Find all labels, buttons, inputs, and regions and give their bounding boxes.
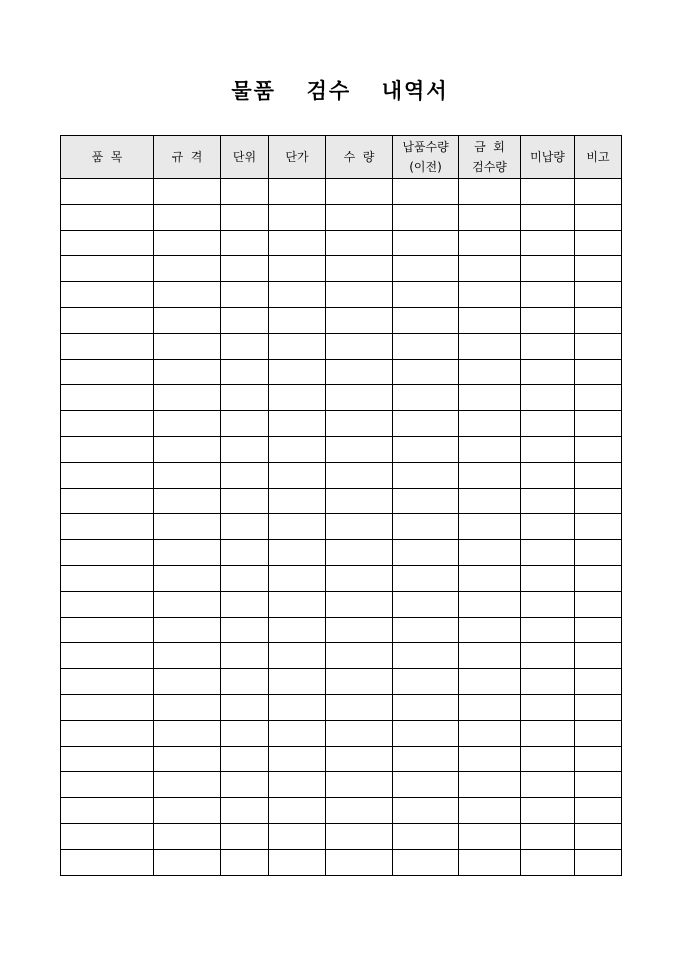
table-cell-unit[interactable] [221, 540, 269, 566]
table-cell-spec[interactable] [154, 179, 221, 205]
table-cell-remarks[interactable] [575, 256, 622, 282]
table-cell-unit-price[interactable] [269, 798, 326, 824]
table-cell-quantity[interactable] [326, 746, 393, 772]
table-cell-unit-price[interactable] [269, 411, 326, 437]
table-cell-unit[interactable] [221, 282, 269, 308]
table-cell-current-inspect-qty[interactable] [459, 204, 521, 230]
column-header-label: 품 목 [91, 150, 123, 164]
column-header-label: 규 격 [171, 150, 203, 164]
column-header-spec [154, 136, 221, 179]
table-cell-undelivered-qty[interactable] [521, 643, 575, 669]
table-cell-delivered-qty-prev[interactable] [393, 720, 459, 746]
table-cell-undelivered-qty[interactable] [521, 565, 575, 591]
table-cell-undelivered-qty[interactable] [521, 746, 575, 772]
table-cell-delivered-qty-prev[interactable] [393, 746, 459, 772]
table-cell-unit-price[interactable] [269, 333, 326, 359]
table-cell-item[interactable] [61, 514, 154, 540]
table-cell-spec[interactable] [154, 256, 221, 282]
table-row [61, 591, 622, 617]
column-header-delivered-qty-prev [393, 136, 459, 179]
column-header-label: 단가 [285, 150, 309, 164]
table-cell-remarks[interactable] [575, 436, 622, 462]
table-cell-item[interactable] [61, 772, 154, 798]
table-cell-spec[interactable] [154, 772, 221, 798]
table-cell-delivered-qty-prev[interactable] [393, 282, 459, 308]
column-header-label: 금 회 [474, 140, 505, 154]
table-cell-remarks[interactable] [575, 669, 622, 695]
table-cell-unit-price[interactable] [269, 282, 326, 308]
table-cell-current-inspect-qty[interactable] [459, 849, 521, 875]
table-cell-unit-price[interactable] [269, 204, 326, 230]
table-cell-unit[interactable] [221, 333, 269, 359]
table-cell-remarks[interactable] [575, 591, 622, 617]
table-cell-unit-price[interactable] [269, 591, 326, 617]
table-row [61, 823, 622, 849]
table-cell-current-inspect-qty[interactable] [459, 694, 521, 720]
column-header-label: (이전) [409, 160, 442, 174]
table-cell-undelivered-qty[interactable] [521, 823, 575, 849]
table-cell-spec[interactable] [154, 385, 221, 411]
table-cell-undelivered-qty[interactable] [521, 307, 575, 333]
table-cell-remarks[interactable] [575, 204, 622, 230]
table-cell-remarks[interactable] [575, 282, 622, 308]
table-row [61, 179, 622, 205]
table-cell-delivered-qty-prev[interactable] [393, 798, 459, 824]
table-cell-quantity[interactable] [326, 333, 393, 359]
column-header-label: 납품수량 [402, 140, 449, 154]
table-cell-unit[interactable] [221, 772, 269, 798]
table-cell-current-inspect-qty[interactable] [459, 488, 521, 514]
table-cell-undelivered-qty[interactable] [521, 591, 575, 617]
table-cell-current-inspect-qty[interactable] [459, 746, 521, 772]
table-header [61, 136, 622, 179]
table-cell-spec[interactable] [154, 411, 221, 437]
table-cell-item[interactable] [61, 436, 154, 462]
table-cell-item[interactable] [61, 359, 154, 385]
table-cell-delivered-qty-prev[interactable] [393, 617, 459, 643]
table-cell-current-inspect-qty[interactable] [459, 617, 521, 643]
table-cell-remarks[interactable] [575, 488, 622, 514]
table-cell-unit-price[interactable] [269, 514, 326, 540]
table-cell-undelivered-qty[interactable] [521, 462, 575, 488]
table-row [61, 307, 622, 333]
table-cell-current-inspect-qty[interactable] [459, 385, 521, 411]
table-row [61, 230, 622, 256]
table-row [61, 333, 622, 359]
table-cell-delivered-qty-prev[interactable] [393, 669, 459, 695]
table-body [61, 179, 622, 876]
table-cell-undelivered-qty[interactable] [521, 849, 575, 875]
table-cell-remarks[interactable] [575, 333, 622, 359]
table-cell-unit[interactable] [221, 256, 269, 282]
table-cell-item[interactable] [61, 204, 154, 230]
table-cell-spec[interactable] [154, 333, 221, 359]
table-cell-remarks[interactable] [575, 823, 622, 849]
column-header-label: 단위 [232, 150, 257, 164]
table-cell-item[interactable] [61, 720, 154, 746]
table-row [61, 798, 622, 824]
table-cell-delivered-qty-prev[interactable] [393, 230, 459, 256]
table-cell-quantity[interactable] [326, 179, 393, 205]
table-cell-spec[interactable] [154, 669, 221, 695]
table-cell-current-inspect-qty[interactable] [459, 669, 521, 695]
table-cell-delivered-qty-prev[interactable] [393, 256, 459, 282]
table-cell-current-inspect-qty[interactable] [459, 436, 521, 462]
table-cell-spec[interactable] [154, 436, 221, 462]
table-cell-unit-price[interactable] [269, 307, 326, 333]
table-cell-delivered-qty-prev[interactable] [393, 591, 459, 617]
table-cell-unit[interactable] [221, 230, 269, 256]
table-cell-unit[interactable] [221, 591, 269, 617]
table-cell-current-inspect-qty[interactable] [459, 307, 521, 333]
table-cell-item[interactable] [61, 669, 154, 695]
table-cell-item[interactable] [61, 488, 154, 514]
table-cell-unit[interactable] [221, 849, 269, 875]
table-cell-current-inspect-qty[interactable] [459, 720, 521, 746]
table-cell-remarks[interactable] [575, 359, 622, 385]
table-cell-unit[interactable] [221, 436, 269, 462]
table-cell-remarks[interactable] [575, 849, 622, 875]
table-cell-remarks[interactable] [575, 462, 622, 488]
table-cell-item[interactable] [61, 282, 154, 308]
table-cell-unit[interactable] [221, 411, 269, 437]
table-cell-item[interactable] [61, 385, 154, 411]
table-cell-undelivered-qty[interactable] [521, 230, 575, 256]
table-cell-quantity[interactable] [326, 540, 393, 566]
table-cell-quantity[interactable] [326, 436, 393, 462]
column-header-label: 수 량 [343, 150, 375, 164]
table-cell-unit-price[interactable] [269, 488, 326, 514]
table-cell-item[interactable] [61, 849, 154, 875]
table-cell-unit[interactable] [221, 179, 269, 205]
table-cell-undelivered-qty[interactable] [521, 282, 575, 308]
table-cell-unit[interactable] [221, 746, 269, 772]
table-cell-spec[interactable] [154, 230, 221, 256]
table-cell-spec[interactable] [154, 617, 221, 643]
table-cell-remarks[interactable] [575, 411, 622, 437]
table-cell-delivered-qty-prev[interactable] [393, 436, 459, 462]
table-cell-item[interactable] [61, 694, 154, 720]
table-cell-quantity[interactable] [326, 849, 393, 875]
table-cell-unit-price[interactable] [269, 256, 326, 282]
table-cell-current-inspect-qty[interactable] [459, 565, 521, 591]
table-row [61, 849, 622, 875]
table-cell-unit-price[interactable] [269, 746, 326, 772]
table-cell-item[interactable] [61, 540, 154, 566]
table-cell-spec[interactable] [154, 849, 221, 875]
table-cell-item[interactable] [61, 591, 154, 617]
table-cell-quantity[interactable] [326, 411, 393, 437]
table-cell-undelivered-qty[interactable] [521, 436, 575, 462]
table-cell-undelivered-qty[interactable] [521, 720, 575, 746]
table-cell-delivered-qty-prev[interactable] [393, 359, 459, 385]
table-cell-unit-price[interactable] [269, 385, 326, 411]
table-cell-quantity[interactable] [326, 669, 393, 695]
table-cell-spec[interactable] [154, 694, 221, 720]
table-cell-spec[interactable] [154, 746, 221, 772]
table-cell-undelivered-qty[interactable] [521, 359, 575, 385]
table-row [61, 565, 622, 591]
table-cell-quantity[interactable] [326, 694, 393, 720]
table-cell-current-inspect-qty[interactable] [459, 359, 521, 385]
table-cell-item[interactable] [61, 823, 154, 849]
table-cell-delivered-qty-prev[interactable] [393, 514, 459, 540]
table-cell-remarks[interactable] [575, 179, 622, 205]
table-cell-undelivered-qty[interactable] [521, 540, 575, 566]
column-header-remarks [575, 136, 622, 179]
table-row [61, 746, 622, 772]
table-cell-unit-price[interactable] [269, 565, 326, 591]
table-cell-item[interactable] [61, 617, 154, 643]
table-cell-current-inspect-qty[interactable] [459, 772, 521, 798]
table-cell-current-inspect-qty[interactable] [459, 514, 521, 540]
table-cell-item[interactable] [61, 256, 154, 282]
table-cell-quantity[interactable] [326, 204, 393, 230]
table-row [61, 204, 622, 230]
table-cell-current-inspect-qty[interactable] [459, 282, 521, 308]
table-row [61, 411, 622, 437]
table-cell-unit[interactable] [221, 204, 269, 230]
table-cell-spec[interactable] [154, 488, 221, 514]
table-cell-delivered-qty-prev[interactable] [393, 849, 459, 875]
table-cell-remarks[interactable] [575, 565, 622, 591]
table-row [61, 359, 622, 385]
table-cell-quantity[interactable] [326, 565, 393, 591]
table-cell-delivered-qty-prev[interactable] [393, 385, 459, 411]
table-row [61, 617, 622, 643]
table-row [61, 720, 622, 746]
table-cell-unit-price[interactable] [269, 462, 326, 488]
table-cell-undelivered-qty[interactable] [521, 179, 575, 205]
table-cell-current-inspect-qty[interactable] [459, 179, 521, 205]
table-cell-remarks[interactable] [575, 514, 622, 540]
column-header-item [61, 136, 154, 179]
column-header-label: 미납량 [530, 150, 565, 164]
table-cell-unit[interactable] [221, 643, 269, 669]
table-row [61, 436, 622, 462]
table-row [61, 514, 622, 540]
table-cell-undelivered-qty[interactable] [521, 514, 575, 540]
table-cell-delivered-qty-prev[interactable] [393, 179, 459, 205]
table-cell-current-inspect-qty[interactable] [459, 462, 521, 488]
column-header-current-inspect-qty [459, 136, 521, 179]
table-row [61, 385, 622, 411]
table-cell-unit[interactable] [221, 617, 269, 643]
table-cell-remarks[interactable] [575, 307, 622, 333]
table-cell-current-inspect-qty[interactable] [459, 256, 521, 282]
table-cell-remarks[interactable] [575, 540, 622, 566]
table-cell-item[interactable] [61, 746, 154, 772]
table-cell-undelivered-qty[interactable] [521, 772, 575, 798]
column-header-quantity [326, 136, 393, 179]
table-cell-item[interactable] [61, 411, 154, 437]
table-cell-unit-price[interactable] [269, 436, 326, 462]
table-cell-spec[interactable] [154, 720, 221, 746]
table-cell-delivered-qty-prev[interactable] [393, 540, 459, 566]
table-cell-unit-price[interactable] [269, 694, 326, 720]
table-cell-item[interactable] [61, 643, 154, 669]
table-cell-undelivered-qty[interactable] [521, 798, 575, 824]
table-cell-unit[interactable] [221, 669, 269, 695]
table-cell-unit-price[interactable] [269, 823, 326, 849]
table-cell-spec[interactable] [154, 643, 221, 669]
table-cell-unit-price[interactable] [269, 179, 326, 205]
table-cell-unit[interactable] [221, 798, 269, 824]
table-row [61, 694, 622, 720]
document-title: 물품 검수 내역서 [231, 78, 449, 103]
table-cell-unit[interactable] [221, 462, 269, 488]
table-cell-quantity[interactable] [326, 591, 393, 617]
table-cell-unit-price[interactable] [269, 359, 326, 385]
table-cell-unit[interactable] [221, 488, 269, 514]
table-cell-delivered-qty-prev[interactable] [393, 204, 459, 230]
table-row [61, 256, 622, 282]
table-cell-remarks[interactable] [575, 720, 622, 746]
table-cell-current-inspect-qty[interactable] [459, 540, 521, 566]
table-cell-remarks[interactable] [575, 694, 622, 720]
table-cell-remarks[interactable] [575, 643, 622, 669]
column-header-unit [221, 136, 269, 179]
table-cell-current-inspect-qty[interactable] [459, 411, 521, 437]
table-cell-unit-price[interactable] [269, 849, 326, 875]
column-header-label: 비고 [586, 150, 610, 164]
table-cell-remarks[interactable] [575, 230, 622, 256]
table-cell-unit[interactable] [221, 385, 269, 411]
table-cell-undelivered-qty[interactable] [521, 204, 575, 230]
table-cell-quantity[interactable] [326, 514, 393, 540]
table-cell-quantity[interactable] [326, 617, 393, 643]
table-cell-item[interactable] [61, 333, 154, 359]
table-cell-undelivered-qty[interactable] [521, 385, 575, 411]
table-cell-unit-price[interactable] [269, 540, 326, 566]
table-cell-delivered-qty-prev[interactable] [393, 565, 459, 591]
table-cell-quantity[interactable] [326, 772, 393, 798]
table-cell-unit[interactable] [221, 359, 269, 385]
table-cell-delivered-qty-prev[interactable] [393, 488, 459, 514]
table-row [61, 643, 622, 669]
table-cell-item[interactable] [61, 230, 154, 256]
table-cell-quantity[interactable] [326, 385, 393, 411]
table-cell-unit-price[interactable] [269, 617, 326, 643]
table-cell-unit[interactable] [221, 694, 269, 720]
table-cell-spec[interactable] [154, 359, 221, 385]
table-cell-item[interactable] [61, 798, 154, 824]
table-cell-spec[interactable] [154, 204, 221, 230]
table-cell-undelivered-qty[interactable] [521, 694, 575, 720]
inspection-table [60, 135, 622, 876]
table-cell-delivered-qty-prev[interactable] [393, 411, 459, 437]
table-cell-undelivered-qty[interactable] [521, 488, 575, 514]
table-cell-spec[interactable] [154, 823, 221, 849]
table-cell-current-inspect-qty[interactable] [459, 823, 521, 849]
table-cell-quantity[interactable] [326, 462, 393, 488]
table-row [61, 462, 622, 488]
table-cell-spec[interactable] [154, 462, 221, 488]
table-cell-current-inspect-qty[interactable] [459, 230, 521, 256]
table-row [61, 669, 622, 695]
table-cell-current-inspect-qty[interactable] [459, 798, 521, 824]
table-cell-remarks[interactable] [575, 617, 622, 643]
table-cell-delivered-qty-prev[interactable] [393, 772, 459, 798]
table-cell-undelivered-qty[interactable] [521, 669, 575, 695]
column-header-label: 검수량 [472, 160, 507, 174]
table-cell-remarks[interactable] [575, 798, 622, 824]
table-cell-unit-price[interactable] [269, 643, 326, 669]
table-cell-remarks[interactable] [575, 385, 622, 411]
table-row [61, 540, 622, 566]
table-cell-quantity[interactable] [326, 256, 393, 282]
table-cell-current-inspect-qty[interactable] [459, 591, 521, 617]
table-cell-delivered-qty-prev[interactable] [393, 643, 459, 669]
table-cell-spec[interactable] [154, 282, 221, 308]
table-cell-quantity[interactable] [326, 643, 393, 669]
table-cell-unit-price[interactable] [269, 669, 326, 695]
table-cell-quantity[interactable] [326, 488, 393, 514]
table-cell-unit[interactable] [221, 720, 269, 746]
table-cell-quantity[interactable] [326, 282, 393, 308]
table-row [61, 282, 622, 308]
table-cell-item[interactable] [61, 462, 154, 488]
table-cell-current-inspect-qty[interactable] [459, 643, 521, 669]
header-row [61, 136, 622, 179]
table-cell-item[interactable] [61, 307, 154, 333]
table-cell-unit-price[interactable] [269, 230, 326, 256]
table-cell-unit[interactable] [221, 823, 269, 849]
table-cell-spec[interactable] [154, 798, 221, 824]
table-cell-spec[interactable] [154, 565, 221, 591]
table-cell-spec[interactable] [154, 540, 221, 566]
table-cell-spec[interactable] [154, 591, 221, 617]
table-cell-delivered-qty-prev[interactable] [393, 462, 459, 488]
column-header-unit-price [269, 136, 326, 179]
table-cell-quantity[interactable] [326, 798, 393, 824]
table-cell-undelivered-qty[interactable] [521, 617, 575, 643]
table-row [61, 772, 622, 798]
table-cell-unit-price[interactable] [269, 720, 326, 746]
table-row [61, 488, 622, 514]
table-cell-item[interactable] [61, 179, 154, 205]
table-cell-delivered-qty-prev[interactable] [393, 694, 459, 720]
table-cell-quantity[interactable] [326, 359, 393, 385]
table-cell-undelivered-qty[interactable] [521, 411, 575, 437]
table-cell-quantity[interactable] [326, 720, 393, 746]
table-cell-delivered-qty-prev[interactable] [393, 333, 459, 359]
table-cell-spec[interactable] [154, 514, 221, 540]
table-cell-item[interactable] [61, 565, 154, 591]
table-cell-quantity[interactable] [326, 230, 393, 256]
table-cell-quantity[interactable] [326, 823, 393, 849]
table-cell-delivered-qty-prev[interactable] [393, 823, 459, 849]
table-cell-delivered-qty-prev[interactable] [393, 307, 459, 333]
table-cell-undelivered-qty[interactable] [521, 333, 575, 359]
table-cell-unit[interactable] [221, 307, 269, 333]
table-cell-undelivered-qty[interactable] [521, 256, 575, 282]
table-cell-remarks[interactable] [575, 772, 622, 798]
table-cell-quantity[interactable] [326, 307, 393, 333]
table-cell-unit-price[interactable] [269, 772, 326, 798]
table-cell-unit[interactable] [221, 514, 269, 540]
table-cell-spec[interactable] [154, 307, 221, 333]
table-cell-unit[interactable] [221, 565, 269, 591]
table-cell-current-inspect-qty[interactable] [459, 333, 521, 359]
table-cell-remarks[interactable] [575, 746, 622, 772]
column-header-undelivered-qty [521, 136, 575, 179]
